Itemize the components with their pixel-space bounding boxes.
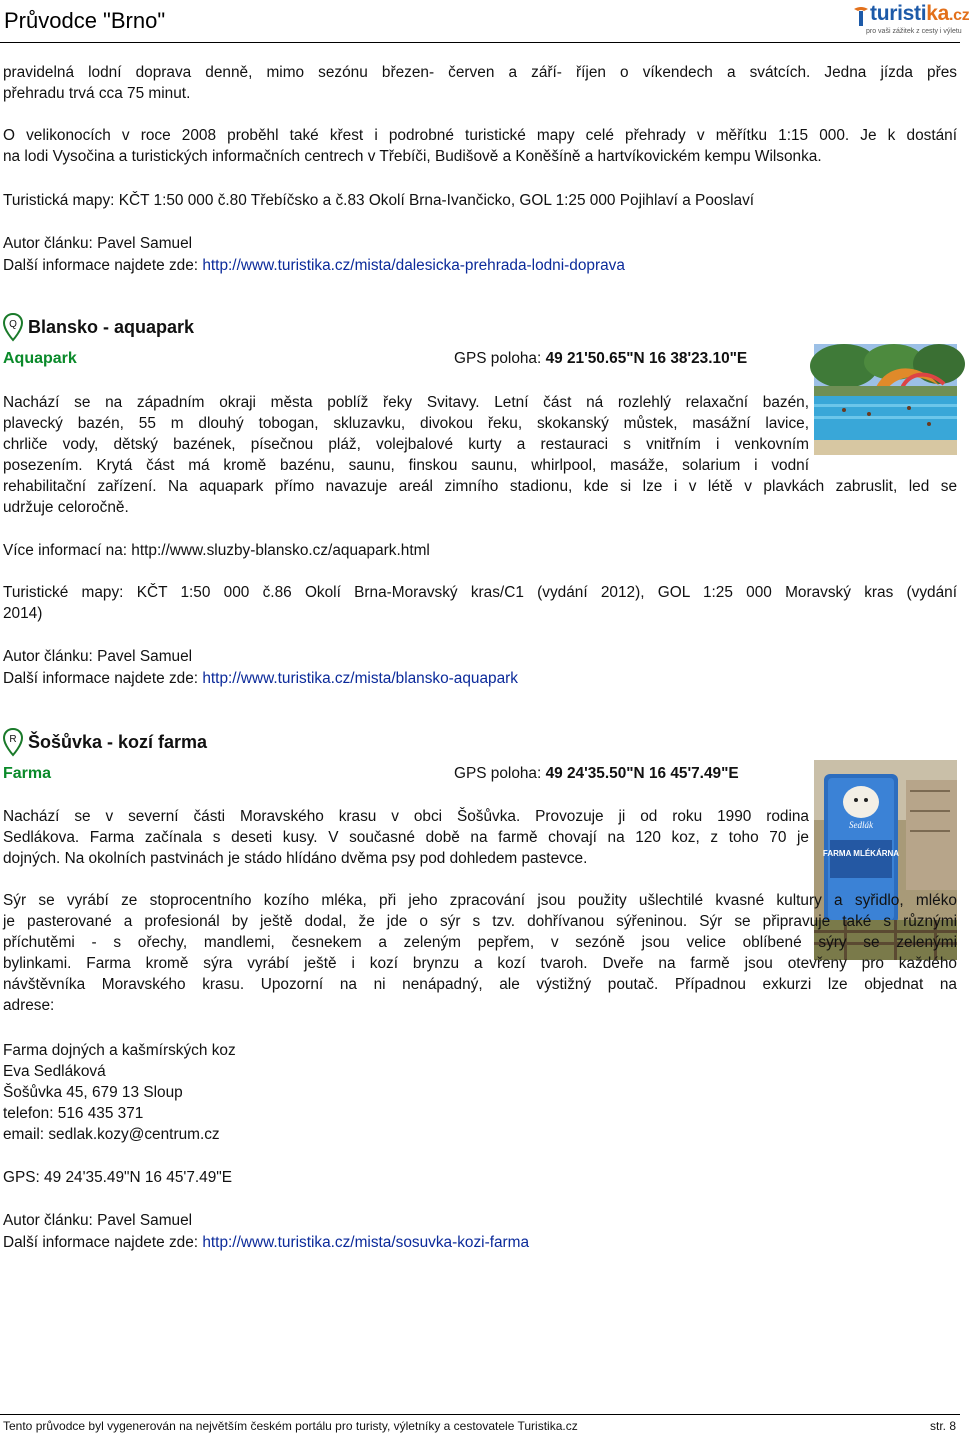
gps-label: GPS poloha:: [454, 765, 542, 782]
sosuvka-gps: [454, 763, 739, 785]
blansko-description-wrapped: Nachází se na západním okraji města poblíž řeky Svitavy. Letní část ná rozlehlý relaxační bazén, plavecký bazén, 55 m dlouhý tobogan, skluzavku, divokou řeku, skokanský můstek, masážní lavice, chrliče vody, dětský bazének, písečnou pláž, volejbalové kurty a restauraci s vnitřním i venkovním posezením. Krytá část má kromě bazénu, saunu, finskou saunu, whirlpool, masáže, solarium i vodní: [3, 394, 809, 474]
page-footer: [0, 1414, 960, 1433]
sosuvka-more-link[interactable]: http://www.turistika.cz/mista/sosuvka-kozi-farma: [202, 1234, 530, 1251]
intro-more-link[interactable]: http://www.turistika.cz/mista/dalesicka-prehrada-lodni-doprava: [202, 257, 625, 274]
logo-mark-icon: [852, 5, 870, 27]
turistika-logo: [852, 2, 969, 38]
address-line: Farma dojných a kašmírských koz: [3, 1042, 236, 1059]
logo-text-main: turisti: [870, 2, 927, 25]
gps-label: GPS poloha:: [454, 350, 542, 367]
blansko-more-info: Více informací na: http://www.sluzby-blansko.cz/aquapark.html: [3, 542, 430, 559]
logo-text-domain: .cz: [949, 7, 969, 24]
sosuvka-cheese-paragraph: Sýr se vyrábí ze stoprocentního kozího mléka, při jeho zpracování jsou použity ušlechtilé kvasné kultury a syřidlo, mléko je pasterované a profesionál by ještě dodal, že jde o sýr s tzv. dohřívanou sýřeninou. Sýr se připravuje také s různými příchutěmi - s ořechy, mandlemi, česnekem a zeleným pepřem, v sezóně jsou velice oblíbené sýry se zelenými bylinkami. Farma kromě sýra vyrábí ještě i kozí brynzu a kozí tvaroh. Dveře na farmě jsou otevřeny pro každého návštěvníka Moravského krasu. Upozorní na ni nenápadný, ale výstižný poutač. Případnou exkurzi lze objednat na adrese:: [3, 892, 957, 1014]
aquapark-photo: [814, 344, 957, 455]
blansko-type: Aquapark: [3, 350, 77, 367]
blansko-author: Autor článku: Pavel Samuel: [3, 648, 193, 665]
logo-text-accent: ka: [926, 2, 950, 25]
pin-letter-r: R: [9, 734, 17, 745]
logo-tagline: pro vaši zážitek z cesty i výletu: [866, 28, 962, 35]
more-info-label: Další informace najdete zde:: [3, 257, 199, 274]
more-info-label: Další informace najdete zde:: [3, 670, 199, 687]
intro-paragraph-2: O velikonocích v roce 2008 proběhl také křest i podrobné turistické mapy celé přehrady v měřítku 1:15 000. Je k dostání na lodi Vysočina a turistických informačních centrech v Třebíči, Budišově a Koněšíně a hartvíkovickém kempu Wilsonka.: [3, 127, 957, 165]
sosuvka-author: Autor článku: Pavel Samuel: [3, 1212, 193, 1229]
footer-note: Tento průvodce byl vygenerován na největším českém portálu pro turisty, výletníky a cestovatele Turistika.cz: [3, 1419, 578, 1433]
gps-value: 49 24'35.50"N 16 45'7.49"E: [545, 765, 739, 782]
page-title: Průvodce "Brno": [4, 8, 166, 33]
page-number: str. 8: [929, 1419, 956, 1433]
sosuvka-address: [3, 1040, 957, 1145]
intro-more-info: [3, 255, 957, 276]
address-line: Šošůvka 45, 679 13 Sloup: [3, 1084, 183, 1101]
blansko-more-link[interactable]: http://www.turistika.cz/mista/blansko-aquapark: [202, 670, 518, 687]
pin-letter-q: Q: [9, 319, 17, 330]
sosuvka-description: Nachází se v severní části Moravského krasu v obci Šošůvka. Provozuje ji od roku 1990 rodina Sedlákova. Farma začínala s deseti kusy. V současné době na farmě chovají na 120 koz, z toho 70 je dojných. Na okolních pastvinách je stádo hlídáno dvěma psy pod dohledem pastevce.: [3, 808, 809, 867]
more-info-label: Další informace najdete zde:: [3, 1234, 199, 1251]
address-line: Eva Sedláková: [3, 1063, 106, 1080]
page-header: [0, 0, 969, 43]
blansko-title: Blansko - aquapark: [28, 317, 195, 337]
photo-sign-top-text: Sedlák: [849, 820, 873, 830]
address-line: email: sedlak.kozy@centrum.cz: [3, 1126, 220, 1143]
blansko-description-full: rehabilitační zařízení. Na aquapark přímo navazuje areál zimního stadionu, kde si lze i v létě v plavkách zabruslit, led se udržuje celoročně.: [3, 478, 957, 516]
sosuvka-type: Farma: [3, 765, 52, 782]
gps-value: 49 21'50.65"N 16 38'23.10"E: [545, 350, 748, 367]
blansko-gps: [454, 348, 747, 370]
sosuvka-gps-plain: GPS: 49 24'35.49"N 16 45'7.49"E: [3, 1169, 233, 1186]
intro-author: Autor článku: Pavel Samuel: [3, 235, 193, 252]
blansko-maps: Turistické mapy: KČT 1:50 000 č.86 Okolí Brna-Moravský kras/C1 (vydání 2012), GOL 1:25 000 Moravský kras (vydání 2014): [3, 584, 957, 622]
map-pin-icon: [3, 728, 23, 756]
intro-paragraph-1: pravidelná lodní doprava denně, mimo sezónu březen- červen a září- říjen o víkendech a svátcích. Jedna jízda přes přehradu trvá cca 75 minut.: [3, 64, 957, 102]
photo-sign-main-text: FARMA MLÉKÁRNA: [822, 849, 900, 858]
sosuvka-more-link-row: [3, 1232, 957, 1253]
address-line: telefon: 516 435 371: [3, 1105, 144, 1122]
blansko-more-link-row: [3, 668, 957, 689]
map-pin-icon: [3, 313, 23, 341]
intro-maps: Turistická mapy: KČT 1:50 000 č.80 Třebíčsko a č.83 Okolí Brna-Ivančicko, GOL 1:25 000 Pojihlaví a Pooslaví: [3, 192, 755, 209]
sosuvka-title: Šošůvka - kozí farma: [28, 732, 208, 752]
